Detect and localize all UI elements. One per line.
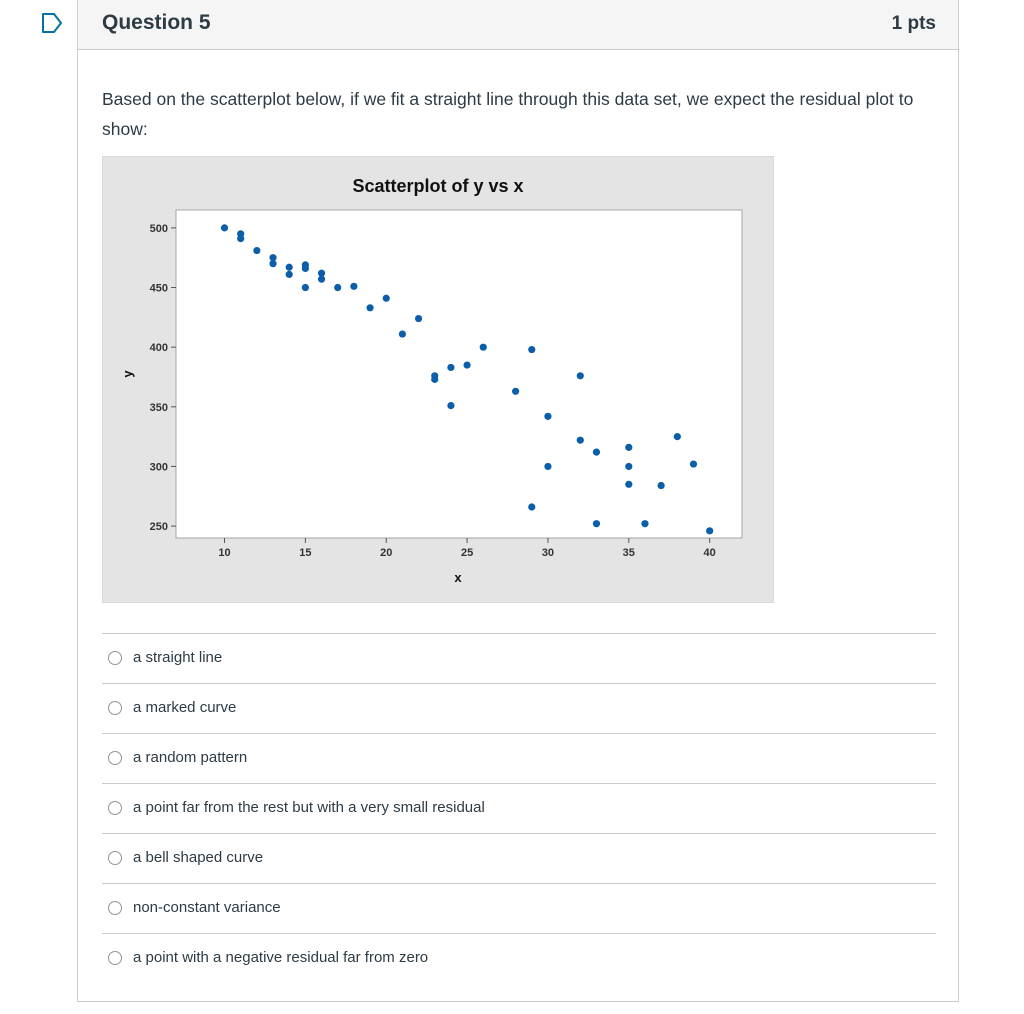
data-point bbox=[512, 388, 519, 395]
x-tick-label: 10 bbox=[218, 547, 231, 559]
data-point bbox=[641, 520, 648, 527]
answer-option[interactable] bbox=[102, 683, 936, 733]
answer-option[interactable] bbox=[102, 933, 936, 983]
radio-circle-icon[interactable] bbox=[108, 701, 122, 715]
data-point bbox=[528, 503, 535, 510]
data-point bbox=[480, 344, 487, 351]
data-point bbox=[577, 437, 584, 444]
data-point bbox=[577, 372, 584, 379]
y-tick-label: 250 bbox=[149, 521, 168, 534]
answer-option[interactable] bbox=[102, 833, 936, 883]
chart-title: Scatterplot of y vs x bbox=[352, 176, 524, 196]
radio-circle-icon[interactable] bbox=[108, 801, 122, 815]
x-tick-label: 30 bbox=[541, 547, 555, 559]
data-point bbox=[544, 463, 551, 470]
x-tick-label: 25 bbox=[460, 547, 474, 559]
answer-option[interactable] bbox=[102, 733, 936, 783]
data-point bbox=[431, 376, 438, 383]
data-point bbox=[625, 481, 632, 488]
radio-circle-icon[interactable] bbox=[108, 901, 122, 915]
answer-label: a random pattern bbox=[133, 749, 248, 766]
scatterplot-figure bbox=[102, 156, 774, 603]
y-tick-label: 500 bbox=[149, 222, 168, 235]
answer-label: a point far from the rest but with a very small residual bbox=[133, 799, 485, 816]
data-point bbox=[399, 330, 406, 337]
y-tick-label: 300 bbox=[149, 461, 168, 474]
answer-option[interactable] bbox=[102, 883, 936, 933]
data-point bbox=[269, 260, 276, 267]
x-tick-label: 20 bbox=[380, 547, 393, 559]
data-point bbox=[237, 235, 244, 242]
question-header bbox=[78, 0, 958, 50]
data-point bbox=[253, 247, 260, 254]
question-text: Based on the scatterplot below, if we fit a straight line through this data set, we expect the residual plot to show: bbox=[102, 89, 914, 139]
question-card bbox=[77, 0, 959, 1002]
data-point bbox=[593, 449, 600, 456]
answer-label: a straight line bbox=[133, 649, 223, 666]
data-point bbox=[544, 413, 551, 420]
answer-label: non-constant variance bbox=[133, 899, 281, 916]
data-point bbox=[366, 304, 373, 311]
data-point bbox=[415, 315, 422, 322]
y-tick-label: 400 bbox=[149, 342, 168, 355]
question-title: Question 5 bbox=[102, 11, 211, 34]
data-point bbox=[286, 271, 293, 278]
answer-label: a point with a negative residual far from zero bbox=[133, 949, 429, 966]
data-point bbox=[463, 361, 470, 368]
data-point bbox=[447, 402, 454, 409]
radio-circle-icon[interactable] bbox=[108, 951, 122, 965]
question-points: 1 pts bbox=[891, 13, 936, 34]
data-point bbox=[302, 265, 309, 272]
x-tick-label: 35 bbox=[622, 547, 635, 559]
data-point bbox=[447, 364, 454, 371]
data-point bbox=[658, 482, 665, 489]
data-point bbox=[302, 284, 309, 291]
radio-circle-icon[interactable] bbox=[108, 751, 122, 765]
data-point bbox=[625, 444, 632, 451]
bookmark-flag-icon[interactable] bbox=[40, 11, 64, 35]
data-point bbox=[690, 460, 697, 467]
answer-option[interactable] bbox=[102, 783, 936, 833]
answer-list bbox=[102, 633, 936, 983]
y-axis-label: y bbox=[120, 370, 135, 378]
answer-label: a marked curve bbox=[133, 699, 237, 716]
x-axis-label: x bbox=[454, 570, 462, 585]
radio-circle-icon[interactable] bbox=[108, 851, 122, 865]
data-point bbox=[286, 264, 293, 271]
data-point bbox=[674, 433, 681, 440]
data-point bbox=[593, 520, 600, 527]
scatterplot-svg bbox=[102, 156, 774, 603]
plot-area bbox=[176, 210, 742, 538]
y-tick-label: 450 bbox=[149, 282, 168, 295]
data-point bbox=[706, 527, 713, 534]
y-tick-label: 350 bbox=[149, 401, 168, 414]
data-point bbox=[528, 346, 535, 353]
data-point bbox=[383, 295, 390, 302]
answer-option[interactable] bbox=[102, 633, 936, 683]
data-point bbox=[221, 224, 228, 231]
radio-circle-icon[interactable] bbox=[108, 651, 122, 665]
data-point bbox=[318, 276, 325, 283]
answer-label: a bell shaped curve bbox=[133, 849, 264, 866]
x-tick-label: 40 bbox=[703, 547, 716, 559]
data-point bbox=[350, 283, 357, 290]
data-point bbox=[334, 284, 341, 291]
data-point bbox=[625, 463, 632, 470]
x-tick-label: 15 bbox=[299, 547, 312, 559]
